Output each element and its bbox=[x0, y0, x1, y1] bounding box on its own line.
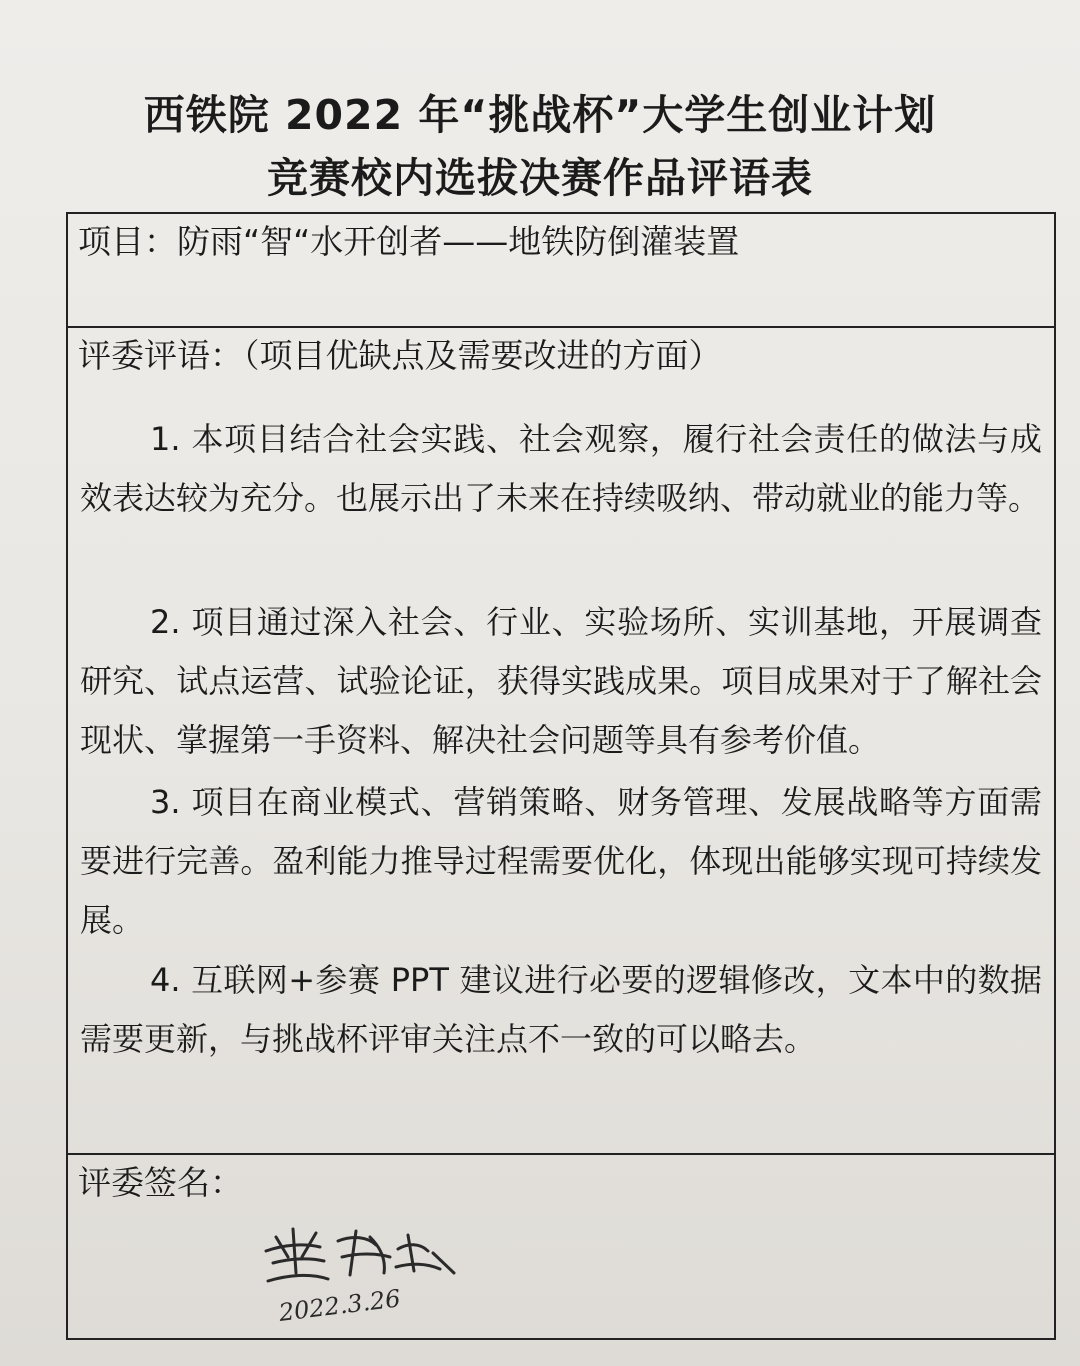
comment-item-4: 4. 互联网+参赛 PPT 建议进行必要的逻辑修改，文本中的数据需要更新，与挑战杯评审关注点不一致的可以略去。 bbox=[80, 961, 1042, 1058]
comment-item-3: 3. 项目在商业模式、营销策略、财务管理、发展战略等方面需要进行完善。盈利能力推导过程需要优化，体现出能够实现可持续发展。 bbox=[80, 783, 1042, 939]
project-row bbox=[68, 214, 1054, 328]
comment-form-table bbox=[66, 212, 1056, 1340]
comments-label: 评委评语：（项目优缺点及需要改进的方面） bbox=[78, 336, 722, 375]
signature-row bbox=[68, 1155, 1054, 1340]
signature-label: 评委签名： bbox=[78, 1163, 243, 1202]
judge-comments-row bbox=[68, 328, 1054, 1155]
page-title: 西铁院 2022 年“挑战杯”大学生创业计划 bbox=[143, 91, 937, 139]
project-name: 项目：防雨“智“水开创者——地铁防倒灌装置 bbox=[78, 222, 740, 261]
comment-item-2: 2. 项目通过深入社会、行业、实验场所、实训基地，开展调查研究、试点运营、试验论证，获得实践成果。项目成果对于了解社会现状、掌握第一手资料、解决社会问题等具有参考价值。 bbox=[80, 603, 1042, 759]
page-subtitle: 竞赛校内选拔决赛作品评语表 bbox=[267, 154, 813, 202]
comment-item-1: 1. 本项目结合社会实践、社会观察，履行社会责任的做法与成效表达较为充分。也展示出了未来在持续吸纳、带动就业的能力等。 bbox=[80, 420, 1042, 517]
svg-text:2022.3.26: 2022.3.26 bbox=[277, 1284, 402, 1327]
handwritten-signature bbox=[258, 1223, 458, 1333]
